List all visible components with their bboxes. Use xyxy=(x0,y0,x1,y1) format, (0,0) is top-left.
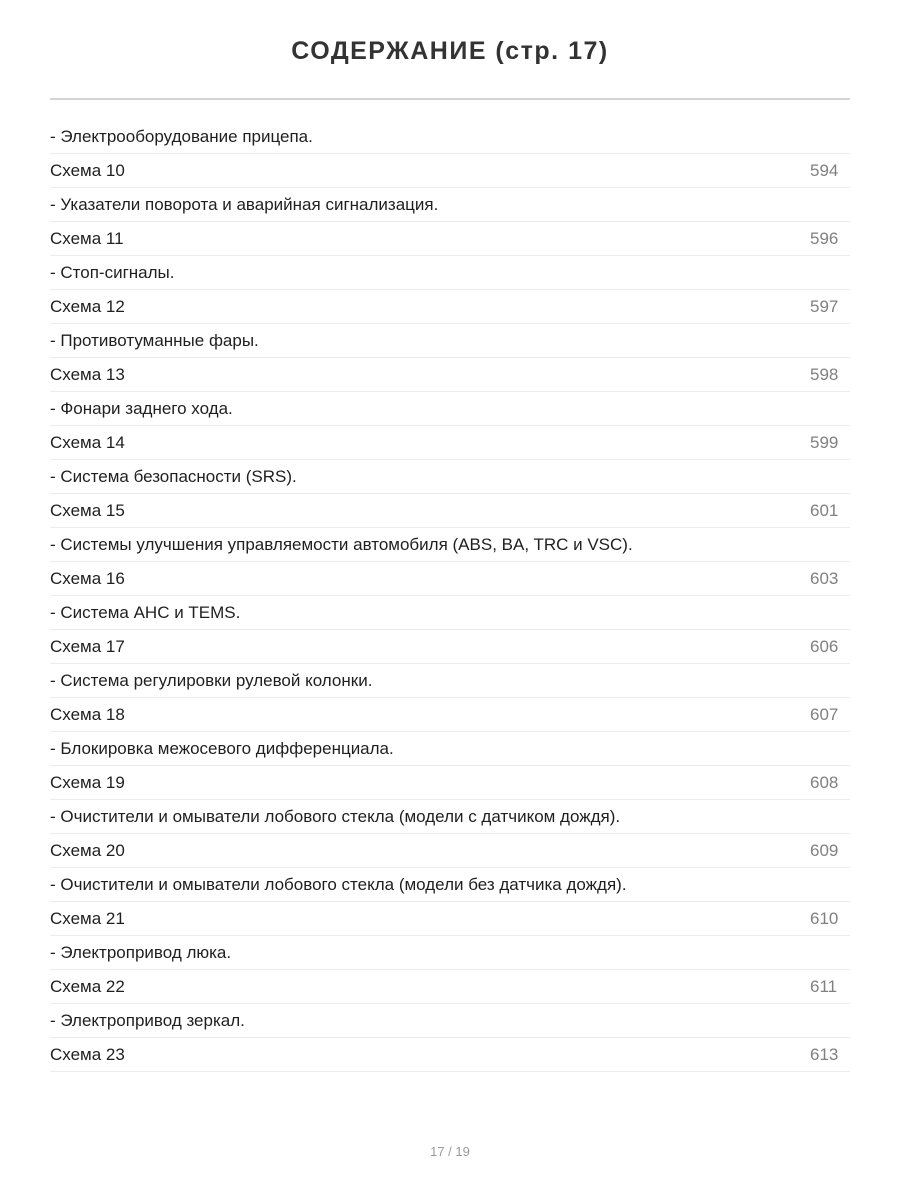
toc-page-number[interactable]: 608 xyxy=(810,772,839,792)
toc-label[interactable]: Схема 12 xyxy=(50,296,125,316)
toc-label[interactable]: Схема 19 xyxy=(50,772,125,792)
toc-page-number[interactable]: 606 xyxy=(810,636,839,656)
toc-label[interactable]: Схема 17 xyxy=(50,636,125,656)
toc-label: - Система AHC и TEMS. xyxy=(50,602,241,622)
toc-page-number[interactable]: 598 xyxy=(810,364,839,384)
toc-label: - Электрооборудование прицепа. xyxy=(50,126,313,146)
toc-row xyxy=(50,460,850,494)
toc-label[interactable]: Схема 18 xyxy=(50,704,125,724)
toc-row xyxy=(50,596,850,630)
toc-row[interactable] xyxy=(50,630,850,664)
toc-label[interactable]: Схема 23 xyxy=(50,1044,125,1064)
toc-page-number[interactable]: 599 xyxy=(810,432,839,452)
toc-label: - Система регулировки рулевой колонки. xyxy=(50,670,373,690)
page-pagination: 17 / 19 xyxy=(430,1144,470,1159)
toc-page-number[interactable]: 597 xyxy=(810,296,839,316)
toc-label: - Фонари заднего хода. xyxy=(50,398,233,418)
toc-row[interactable] xyxy=(50,902,850,936)
toc-label: - Электропривод люка. xyxy=(50,942,232,962)
toc-row[interactable] xyxy=(50,970,850,1004)
title-divider xyxy=(50,98,850,100)
toc-label[interactable]: Схема 16 xyxy=(50,568,125,588)
toc-label[interactable]: Схема 22 xyxy=(50,976,125,996)
toc-row[interactable] xyxy=(50,698,850,732)
toc-row[interactable] xyxy=(50,426,850,460)
toc-label: - Указатели поворота и аварийная сигнализация. xyxy=(50,194,439,214)
toc-row[interactable] xyxy=(50,1038,850,1072)
toc-page-number[interactable]: 607 xyxy=(810,704,839,724)
toc-row xyxy=(50,664,850,698)
toc-label: - Системы улучшения управляемости автомобиля (ABS, BA, TRC и VSC). xyxy=(50,534,633,554)
toc-row[interactable] xyxy=(50,222,850,256)
toc-page-number[interactable]: 596 xyxy=(810,228,839,248)
toc-label: - Система безопасности (SRS). xyxy=(50,466,297,486)
toc-row xyxy=(50,324,850,358)
toc-row[interactable] xyxy=(50,562,850,596)
toc-label: - Очистители и омыватели лобового стекла (модели без датчика дождя). xyxy=(50,874,627,894)
toc-row xyxy=(50,392,850,426)
toc-row[interactable] xyxy=(50,834,850,868)
toc-row xyxy=(50,936,850,970)
toc-page-number[interactable]: 610 xyxy=(810,908,839,928)
toc-row xyxy=(50,732,850,766)
toc-page-number[interactable]: 609 xyxy=(810,840,839,860)
toc-row[interactable] xyxy=(50,154,850,188)
toc-label: - Очистители и омыватели лобового стекла (модели с датчиком дождя). xyxy=(50,806,621,826)
toc-label[interactable]: Схема 15 xyxy=(50,500,125,520)
toc-page-number[interactable]: 594 xyxy=(810,160,839,180)
toc-label: - Стоп-сигналы. xyxy=(50,262,175,282)
toc-label[interactable]: Схема 13 xyxy=(50,364,125,384)
toc-label[interactable]: Схема 11 xyxy=(50,228,124,248)
toc-label: - Электропривод зеркал. xyxy=(50,1010,245,1030)
toc-row xyxy=(50,868,850,902)
toc-label[interactable]: Схема 10 xyxy=(50,160,125,180)
toc-row xyxy=(50,188,850,222)
toc-row xyxy=(50,120,850,154)
toc-label[interactable]: Схема 14 xyxy=(50,432,125,452)
toc-row[interactable] xyxy=(50,290,850,324)
toc-row[interactable] xyxy=(50,494,850,528)
toc-page-number[interactable]: 603 xyxy=(810,568,839,588)
toc-row[interactable] xyxy=(50,766,850,800)
toc-label[interactable]: Схема 21 xyxy=(50,908,125,928)
toc-row[interactable] xyxy=(50,358,850,392)
toc-label: - Противотуманные фары. xyxy=(50,330,259,350)
page-title: СОДЕРЖАНИЕ (стр. 17) xyxy=(291,37,609,65)
toc-page-number[interactable]: 601 xyxy=(810,500,839,520)
toc-page-number[interactable]: 613 xyxy=(810,1044,839,1064)
toc-row xyxy=(50,256,850,290)
toc-row xyxy=(50,800,850,834)
toc-label[interactable]: Схема 20 xyxy=(50,840,125,860)
toc-label: - Блокировка межосевого дифференциала. xyxy=(50,738,394,758)
toc-page-number[interactable]: 611 xyxy=(810,976,838,996)
toc-row xyxy=(50,1004,850,1038)
toc-list xyxy=(50,120,850,1072)
toc-row xyxy=(50,528,850,562)
